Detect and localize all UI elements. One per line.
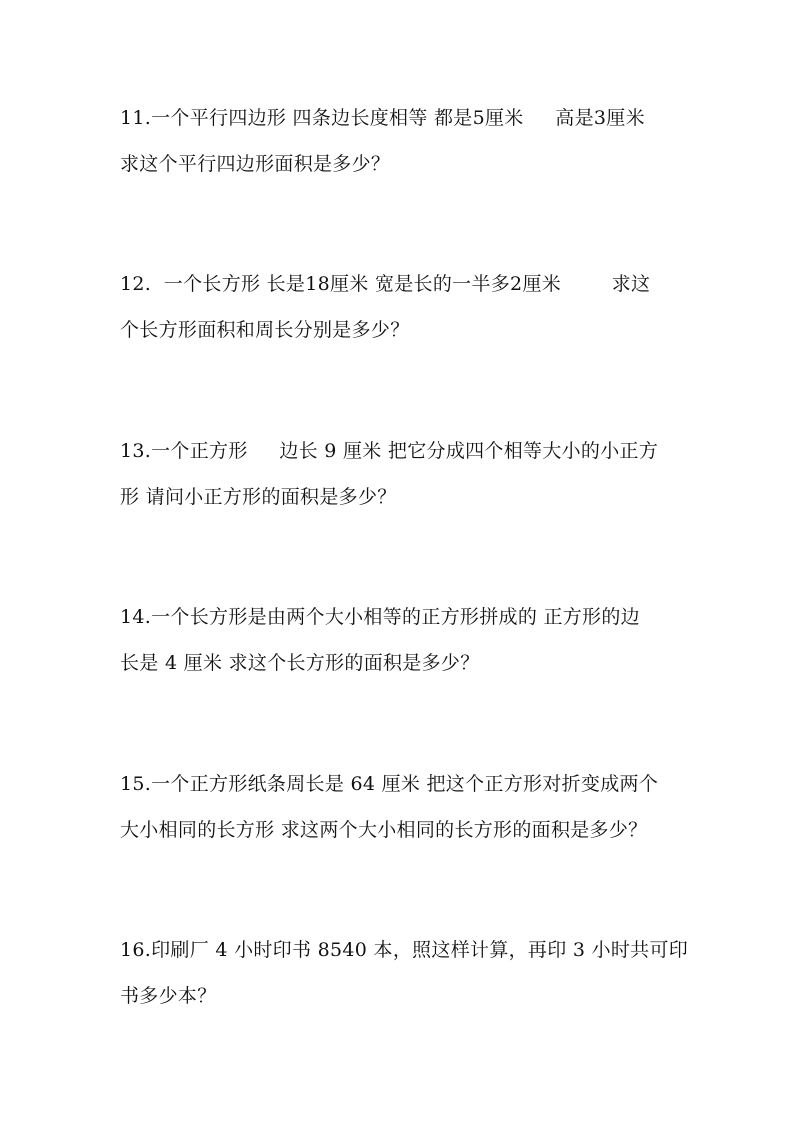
problem-line: 形 请问小正方形的面积是多少？: [120, 486, 397, 508]
problem-14: [120, 604, 690, 676]
problem-11: [120, 105, 690, 177]
problem-line: 11.一个平行四边形 四条边长度相等 都是5厘米 高是3厘米: [120, 107, 645, 129]
problem-13: [120, 438, 690, 510]
problem-line: 个长方形面积和周长分别是多少？: [120, 319, 410, 341]
problem-16: [120, 937, 690, 1009]
problem-line: 12. 一个长方形 长是18厘米 宽是长的一半多2厘米 求这: [120, 273, 651, 295]
problem-line: 13.一个正方形 边长 9 厘米 把它分成四个相等大小的小正方: [120, 440, 659, 462]
problem-line: 求这个平行四边形面积是多少？: [120, 153, 391, 175]
problem-line: 15.一个正方形纸条周长是 64 厘米 把这个正方形对折变成两个: [120, 773, 659, 795]
problem-15: [120, 771, 690, 843]
problem-12: [120, 271, 690, 343]
problem-line: 长是 4 厘米 求这个长方形的面积是多少？: [120, 652, 480, 674]
problem-line: 大小相同的长方形 求这两个大小相同的长方形的面积是多少？: [120, 819, 648, 841]
problem-line: 14.一个长方形是由两个大小相等的正方形拼成的 正方形的边: [120, 606, 640, 628]
problem-line: 书多少本？: [120, 985, 217, 1007]
problem-line: 16.印刷厂 4 小时印书 8540 本，照这样计算，再印 3 小时共可印: [120, 939, 689, 961]
